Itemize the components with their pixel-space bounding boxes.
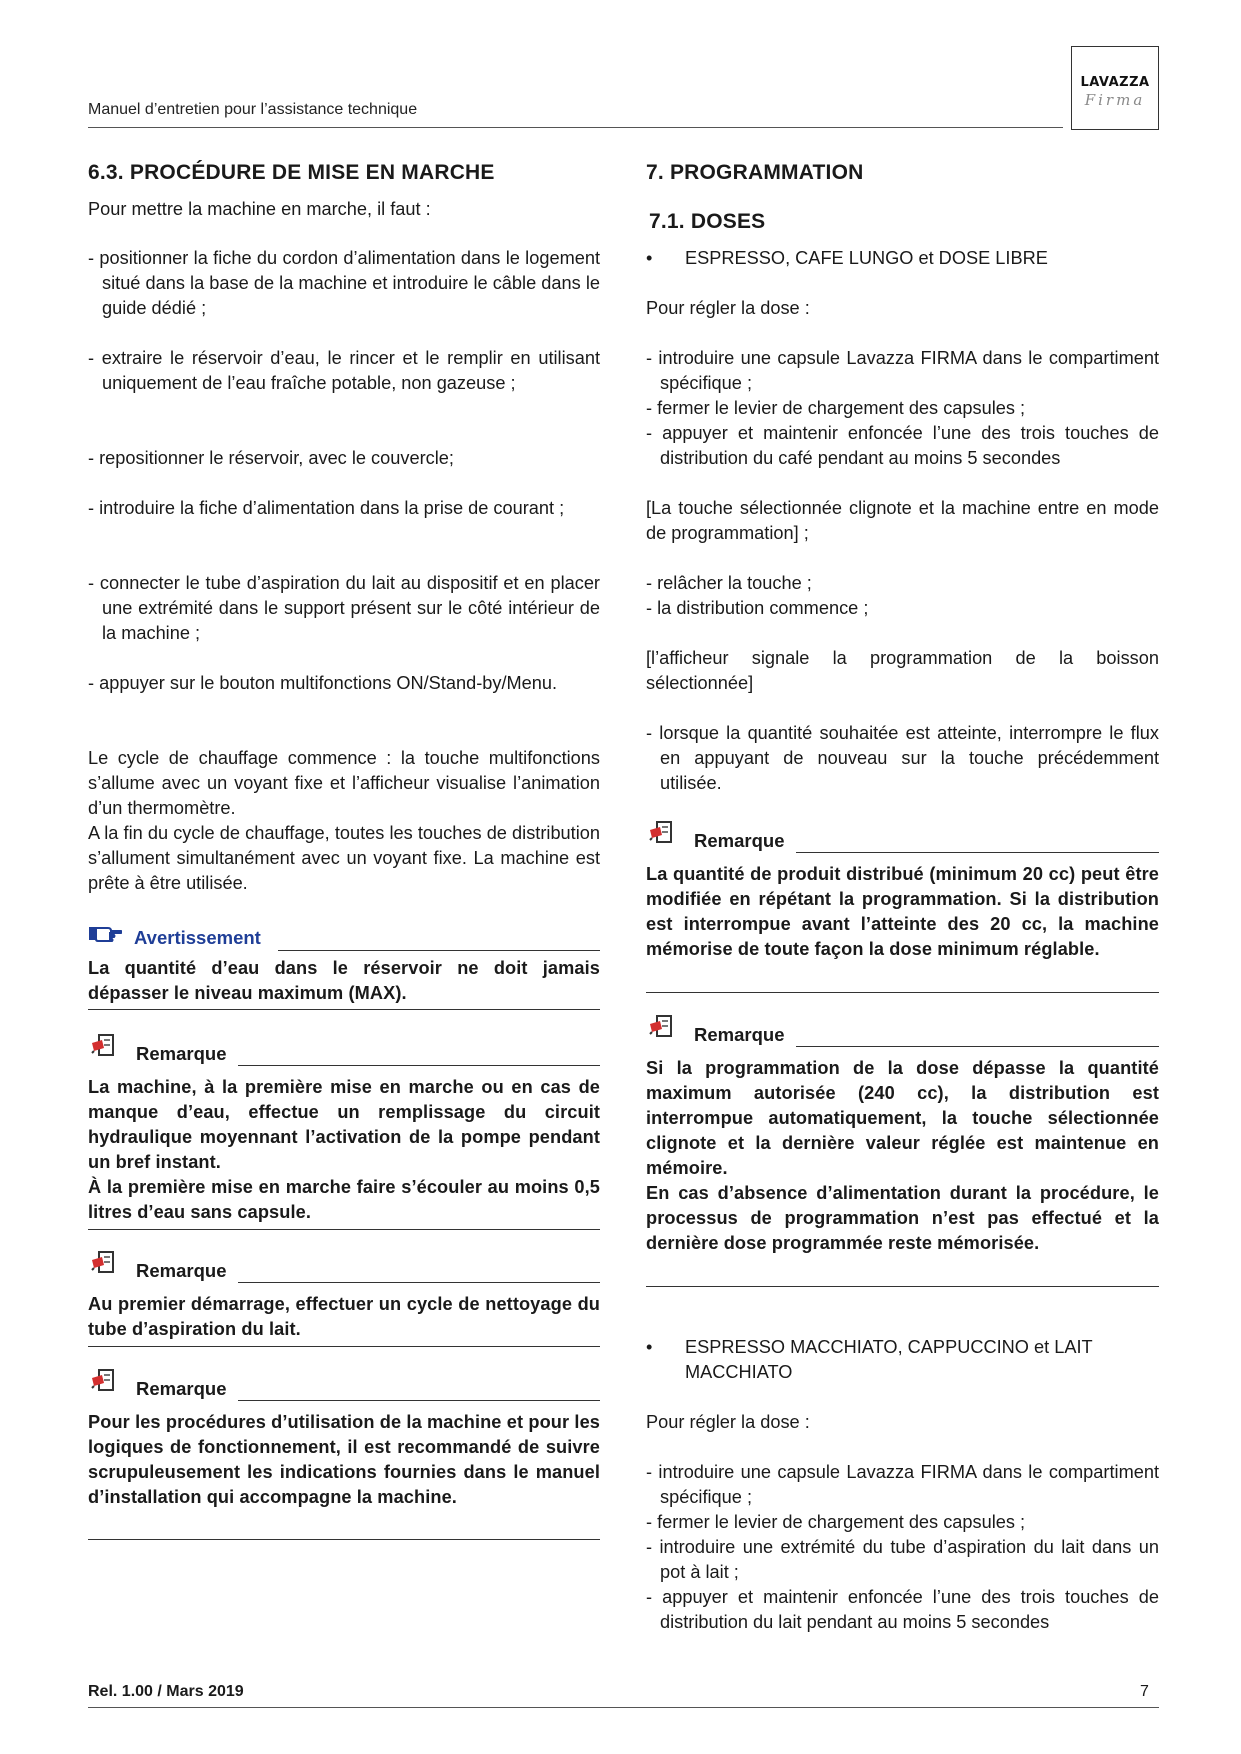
program-step: - fermer le levier de chargement des capsules ; [646,1512,1026,1532]
program-step: - appuyer et maintenir enfoncée l’une des trois touches de distribution du lait pendant au moins 5 secondes [646,1587,1159,1632]
note-header [646,820,1159,854]
section-heading-programming: 7. PROGRAMMATION [646,161,864,184]
heating-cycle-end-text: A la fin du cycle de chauffage, toutes les touches de distribution s’allument simultanément avec un voyant fixe. La machine est prête à être utilisée. [88,823,600,893]
note-title-rule [238,1065,600,1066]
document-header-title: Manuel d’entretien pour l’assistance technique [88,101,418,118]
bullet-symbol: • [646,248,653,268]
pointing-hand-icon [88,922,122,944]
warning-bottom-rule [88,1009,600,1010]
program-bracket-note: [l’afficheur signale la programmation de la boisson sélectionnée] [646,648,1159,693]
header-divider [88,127,1063,128]
footer-divider [88,1707,1159,1708]
startup-step: - introduire la fiche d’alimentation dans la prise de courant ; [88,498,565,518]
logo-brand-text: LAVAZZA [1080,75,1150,90]
note-header [88,1033,600,1067]
note-title: Remarque [694,830,790,852]
note-bottom-rule [88,1346,600,1347]
warning-header [88,918,600,952]
bullet-text: ESPRESSO MACCHIATO, CAPPUCCINO et LAIT MACCHIATO [685,1337,1093,1382]
release-info: Rel. 1.00 / Mars 2019 [88,1683,244,1700]
section-heading-startup: 6.3. PROCÉDURE DE MISE EN MARCHE [88,161,495,184]
note-text: La machine, à la première mise en marche ou en cas de manque d’eau, effectue un remplissage du circuit hydraulique moyennant l’activation de la pompe pendant un bref instant. [88,1077,600,1172]
note-title-rule [238,1282,600,1283]
startup-step: - appuyer sur le bouton multifonctions ON/Stand-by/Menu. [88,673,558,693]
note-header [88,1368,600,1402]
subsection-heading-doses: 7.1. DOSES [649,210,766,233]
note-bottom-rule [88,1229,600,1230]
program-step: - introduire une capsule Lavazza FIRMA dans le compartiment spécifique ; [646,348,1159,393]
note-title: Remarque [136,1043,232,1065]
note-text: Si la programmation de la dose dépasse la quantité maximum autorisée (240 cc), la distribution est interrompue automatiquement, la touche sélectionnée clignote et la dernière valeur réglée est maintenue en mémoire. [646,1058,1159,1178]
program-bracket-note: [La touche sélectionnée clignote et la machine entre en mode de programmation] ; [646,498,1159,543]
note-bottom-rule [646,1286,1159,1287]
note-title: Remarque [694,1024,790,1046]
startup-step: - connecter le tube d’aspiration du lait au dispositif et en placer une extrémité dans le support présent sur le côté intérieur de la machine ; [88,573,600,643]
note-header [646,1014,1159,1048]
note-text: La quantité de produit distribué (minimum 20 cc) peut être modifiée en répétant la programmation. Si la distribution est interrompue avant l’atteinte des 20 cc, la machine mémorise de toute façon la dose minimum réglable. [646,864,1159,959]
note-text: À la première mise en marche faire s’écouler au moins 0,5 litres d’eau sans capsule. [88,1177,600,1222]
note-title-rule [796,852,1159,853]
note-title-rule [796,1046,1159,1047]
program-step: - la distribution commence ; [646,598,869,618]
startup-step: - positionner la fiche du cordon d’alimentation dans le logement situé dans la base de la machine et introduire le câble dans le guide dédié ; [88,248,600,318]
note-title: Remarque [136,1260,232,1282]
note-text: Pour les procédures d’utilisation de la machine et pour les logiques de fonctionnement, il est recommandé de suivre scrupuleusement les indications fournies dans le manuel d’installation qui accompagne la machine. [88,1412,600,1507]
note-header [88,1250,600,1284]
adjust-intro: Pour régler la dose : [646,298,810,318]
warning-title-rule [278,950,600,951]
note-bottom-rule [88,1539,600,1540]
bullet-text: ESPRESSO, CAFE LUNGO et DOSE LIBRE [685,248,1048,268]
program-step: - introduire une capsule Lavazza FIRMA dans le compartiment spécifique ; [646,1462,1159,1507]
program-step: - introduire une extrémité du tube d’aspiration du lait dans un pot à lait ; [646,1537,1159,1582]
brand-logo [1071,46,1159,130]
note-icon [90,1250,116,1276]
heating-cycle-text: Le cycle de chauffage commence : la touche multifonctions s’allume avec un voyant fixe et l’afficheur visualise l’animation d’un thermomètre. [88,748,600,818]
warning-title: Avertissement [134,927,261,948]
page-number: 7 [1140,1683,1149,1700]
note-icon [648,820,674,846]
note-text: Au premier démarrage, effectuer un cycle de nettoyage du tube d’aspiration du lait. [88,1294,600,1339]
program-step: - appuyer et maintenir enfoncée l’une des trois touches de distribution du café pendant au moins 5 secondes [646,423,1159,468]
note-bottom-rule [646,992,1159,993]
program-step: - fermer le levier de chargement des capsules ; [646,398,1026,418]
note-icon [90,1033,116,1059]
adjust-intro: Pour régler la dose : [646,1412,810,1432]
startup-intro: Pour mettre la machine en marche, il faut : [88,199,431,219]
logo-sub-text: Firma [1084,91,1146,109]
note-title: Remarque [136,1378,232,1400]
startup-step: - extraire le réservoir d’eau, le rincer et le remplir en utilisant uniquement de l’eau fraîche potable, non gazeuse ; [88,348,600,393]
program-step: - lorsque la quantité souhaitée est atteinte, interrompre le flux en appuyant de nouveau sur la touche précédemment utilisée. [646,723,1159,793]
note-icon [648,1014,674,1040]
bullet-symbol: • [646,1337,653,1357]
note-text: En cas d’absence d’alimentation durant la procédure, le processus de programmation n’est pas effectué et la dernière dose programmée reste mémorisée. [646,1183,1159,1253]
note-title-rule [238,1400,600,1401]
program-step: - relâcher la touche ; [646,573,812,593]
note-icon [90,1368,116,1394]
warning-text: La quantité d’eau dans le réservoir ne doit jamais dépasser le niveau maximum (MAX). [88,958,600,1003]
startup-step: - repositionner le réservoir, avec le couvercle; [88,448,454,468]
